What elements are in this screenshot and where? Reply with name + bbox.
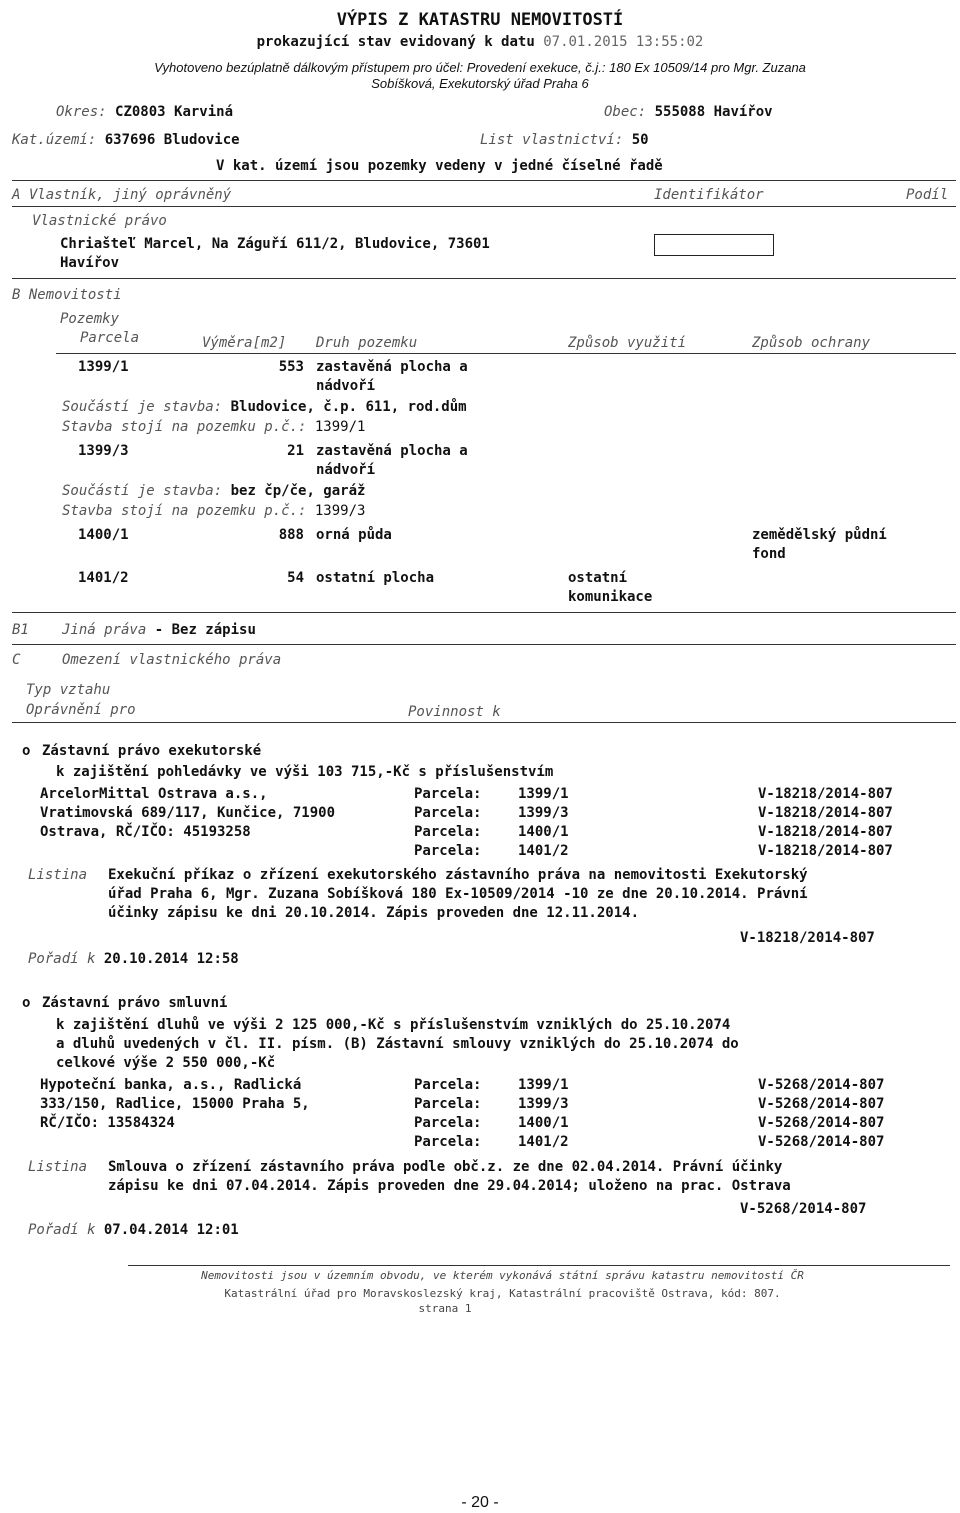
- col-vyuziti: Způsob využití: [568, 335, 687, 351]
- parcel-ref: 1400/1: [518, 824, 569, 840]
- share-header: Podíl: [906, 187, 949, 203]
- divider: [12, 278, 956, 279]
- parcel-ref: 1401/2: [518, 843, 569, 859]
- parcel-label: Parcela:: [414, 786, 482, 802]
- record-ref: V-18218/2014-807: [758, 824, 893, 840]
- divider: [12, 722, 956, 723]
- subtitle-prefix: prokazující stav evidovaný k datu: [256, 34, 535, 50]
- listina-ref: V-18218/2014-807: [740, 930, 875, 946]
- listina-text: Smlouva o zřízení zástavního práva podle obč.z. ze dne 02.04.2014. Právní účinky: [108, 1159, 783, 1175]
- col-vymera: Výměra[m2]: [202, 335, 287, 351]
- usage-type: ostatní: [568, 570, 628, 586]
- parcel-ref: 1399/1: [518, 1077, 569, 1093]
- ownership-type: Vlastnické právo: [32, 213, 167, 229]
- building-part: Součástí je stavba: bez čp/če, garáž: [62, 483, 366, 499]
- party-line: Hypoteční banka, a.s., Radlická: [40, 1077, 302, 1093]
- entry-description: k zajištění pohledávky ve výši 103 715,-Kč s příslušenstvím: [56, 764, 554, 780]
- party-line: RČ/IČO: 13584324: [40, 1115, 175, 1131]
- divider: [12, 180, 956, 181]
- section-c-header: Omezení vlastnického práva: [62, 652, 282, 668]
- record-ref: V-18218/2014-807: [758, 805, 893, 821]
- footer-divider: [128, 1265, 950, 1266]
- parcel-area: 888: [278, 527, 304, 543]
- poradi: Pořadí k 20.10.2014 12:58: [28, 951, 239, 967]
- parcel-ref: 1399/3: [518, 805, 569, 821]
- col-ochrana: Způsob ochrany: [752, 335, 871, 351]
- entitled-for: Oprávnění pro: [26, 702, 136, 718]
- listina-label: Listina: [28, 1159, 88, 1175]
- entry-title: Zástavní právo smluvní: [42, 995, 228, 1011]
- series-note: V kat. území jsou pozemky vedeny v jedné číselné řadě: [216, 158, 663, 174]
- obligation-to: Povinnost k: [408, 704, 501, 720]
- col-druh: Druh pozemku: [316, 335, 418, 351]
- record-ref: V-18218/2014-807: [758, 843, 893, 859]
- pozemky-label: Pozemky: [60, 311, 120, 327]
- relation-type: Typ vztahu: [26, 682, 111, 698]
- record-ref: V-5268/2014-807: [758, 1077, 885, 1093]
- section-a-header: A Vlastník, jiný oprávněný: [12, 187, 232, 203]
- entry-bullet: o: [22, 743, 31, 759]
- subtitle: [0, 34, 960, 50]
- record-ref: V-5268/2014-807: [758, 1096, 885, 1112]
- entry-description: k zajištění dluhů ve výši 2 125 000,-Kč s příslušenstvím vzniklých do 25.10.2074: [56, 1017, 731, 1033]
- listina-text: úřad Praha 6, Mgr. Zuzana Sobíšková 180 Ex-10509/2014 -10 ze dne 20.10.2014. Právní: [108, 886, 808, 902]
- col-parcela: Parcela: [80, 330, 140, 346]
- listina-text: zápisu ke dni 07.04.2014. Zápis proveden dne 29.04.2014; uloženo na prac. Ostrava: [108, 1178, 791, 1194]
- okres: Okres: CZ0803 Karviná: [56, 104, 234, 120]
- page-number: - 20 -: [461, 1494, 499, 1511]
- parcel-area: 553: [278, 359, 304, 375]
- party-line: ArcelorMittal Ostrava a.s.,: [40, 786, 268, 802]
- section-c-letter: C: [12, 652, 21, 668]
- parcel-label: Parcela:: [414, 1096, 482, 1112]
- section-b-header: B Nemovitosti: [12, 287, 122, 303]
- identifier-box: [654, 234, 774, 256]
- listina-text: účinky zápisu ke dni 20.10.2014. Zápis proveden dne 12.11.2014.: [108, 905, 640, 921]
- parcel-ref: 1399/3: [518, 1096, 569, 1112]
- parcel-type: orná půda: [316, 527, 392, 543]
- subtitle-date: 07.01.2015 13:55:02: [543, 34, 704, 50]
- parcel-label: Parcela:: [414, 1134, 482, 1150]
- record-ref: V-5268/2014-807: [758, 1115, 885, 1131]
- poradi: Pořadí k 07.04.2014 12:01: [28, 1222, 239, 1238]
- parcel-ref: 1401/2: [518, 1134, 569, 1150]
- obec: Obec: 555088 Havířov: [604, 104, 773, 120]
- parcel-label: Parcela:: [414, 843, 482, 859]
- protection-type: zemědělský půdní: [752, 527, 887, 543]
- identifier-header: Identifikátor: [654, 187, 764, 203]
- parcel-type-cont: nádvoří: [316, 462, 376, 478]
- parcel-number: 1400/1: [78, 527, 129, 543]
- parcel-area: 21: [287, 443, 304, 459]
- section-b1-header: Jiná práva - Bez zápisu: [62, 622, 256, 638]
- purpose-note-line1: Vyhotoveno bezúplatně dálkovým přístupem pro účel: Provedení exekuce, č.j.: 180 Ex 10509/14 pro Mgr. Zuzana: [154, 60, 806, 75]
- parcel-type: zastavěná plocha a: [316, 443, 468, 459]
- parcel-area: 54: [287, 570, 304, 586]
- divider: [56, 353, 956, 354]
- parcel-number: 1399/1: [78, 359, 129, 375]
- parcel-type: zastavěná plocha a: [316, 359, 468, 375]
- parcel-ref: 1400/1: [518, 1115, 569, 1131]
- parcel-label: Parcela:: [414, 1077, 482, 1093]
- listina-ref: V-5268/2014-807: [740, 1201, 867, 1217]
- parcel-number: 1401/2: [78, 570, 129, 586]
- building-on-parcel: Stavba stojí na pozemku p.č.: 1399/1: [62, 419, 366, 435]
- building-on-parcel: Stavba stojí na pozemku p.č.: 1399/3: [62, 503, 366, 519]
- party-line: Ostrava, RČ/IČO: 45193258: [40, 824, 251, 840]
- entry-bullet: o: [22, 995, 31, 1011]
- record-ref: V-5268/2014-807: [758, 1134, 885, 1150]
- entry-title: Zástavní právo exekutorské: [42, 743, 262, 759]
- building-part: Součástí je stavba: Bludovice, č.p. 611, rod.dům: [62, 399, 467, 415]
- divider: [12, 644, 956, 645]
- purpose-note-line2: Sobíšková, Exekutorský úřad Praha 6: [371, 76, 589, 91]
- owner-line2: Havířov: [60, 255, 120, 271]
- listina-text: Exekuční příkaz o zřízení exekutorského zástavního práva na nemovitosti Exekutorský: [108, 867, 808, 883]
- parcel-label: Parcela:: [414, 805, 482, 821]
- parcel-label: Parcela:: [414, 1115, 482, 1131]
- page-title: VÝPIS Z KATASTRU NEMOVITOSTÍ: [336, 10, 624, 30]
- divider: [12, 612, 956, 613]
- usage-type-cont: komunikace: [568, 589, 653, 605]
- parcel-ref: 1399/1: [518, 786, 569, 802]
- footer-page: strana 1: [418, 1302, 472, 1315]
- list-vlastnictvi: List vlastnictví: 50: [480, 132, 649, 148]
- party-line: 333/150, Radlice, 15000 Praha 5,: [40, 1096, 310, 1112]
- parcel-label: Parcela:: [414, 824, 482, 840]
- parcel-type: ostatní plocha: [316, 570, 435, 586]
- party-line: Vratimovská 689/117, Kunčice, 71900: [40, 805, 336, 821]
- listina-label: Listina: [28, 867, 88, 883]
- section-b1-letter: B1: [12, 622, 29, 638]
- entry-description: a dluhů uvedených v čl. II. písm. (B) Zástavní smlouvy vzniklých do 25.10.2074 do: [56, 1036, 739, 1052]
- divider: [12, 206, 956, 207]
- record-ref: V-18218/2014-807: [758, 786, 893, 802]
- footer-line2: Katastrální úřad pro Moravskoslezský kraj, Katastrální pracoviště Ostrava, kód: 807.: [224, 1287, 781, 1300]
- entry-description: celkové výše 2 550 000,-Kč: [56, 1055, 276, 1071]
- parcel-number: 1399/3: [78, 443, 129, 459]
- owner-line1: Chriašteľ Marcel, Na Záguří 611/2, Bludovice, 73601: [60, 236, 490, 252]
- katastralni-uzemi: Kat.území: 637696 Bludovice: [12, 132, 240, 148]
- footer-line1: Nemovitosti jsou v územním obvodu, ve kterém vykonává státní správu katastru nemovitostí ČR: [201, 1269, 804, 1282]
- parcel-type-cont: nádvoří: [316, 378, 376, 394]
- protection-type-cont: fond: [752, 546, 786, 562]
